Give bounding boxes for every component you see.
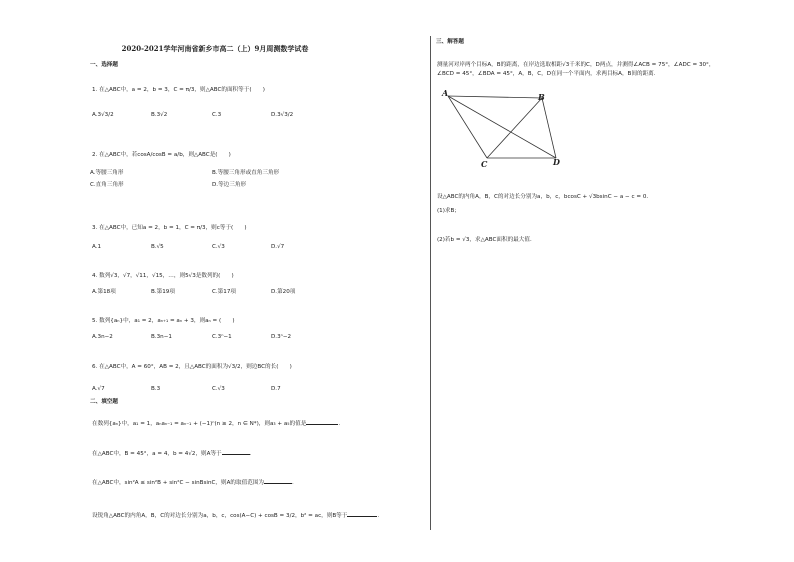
segment-ac [448,96,487,158]
section-choice-heading: 一、选择题 [90,62,118,68]
question-4-option-b: B.第19项 [151,289,175,295]
question-1-option-c: C.3 [212,112,222,118]
point-label-b: B [538,92,545,102]
section-fill-heading: 二、填空题 [90,399,118,405]
segment-cb [487,98,542,158]
question-4-stem: 4. 数列√3，√7，√11，√15，…，则5√3是数列的( ) [92,273,234,279]
question-5-stem: 5. 数列{aₙ}中，a₁ = 2，aₙ₊₁ = aₙ + 3，则aₙ = ( ) [92,318,235,324]
problem-1-line-2: ∠BCD = 45°，∠BDA = 45°，A，B，C，D在同一个平面内，求两目标A，B间的距离. [437,71,656,77]
point-label-c: C [481,159,488,169]
question-2-option-b: B.等腰三角形或直角三角形 [212,170,280,176]
question-2-stem: 2. 在△ABC中，若cosA/cosB = a/b，则△ABC是( ) [92,152,231,158]
question-5-option-d: D.3ⁿ−2 [271,334,292,340]
segment-ad [448,96,556,158]
problem-1-line-1: 测量河对岸两个目标A，B的距离，在岸边选取相距√3千米的C，D两点，并测得∠ACB = 75°，∠ADC = 30°， [437,62,715,68]
question-1-option-d: D.3√3/2 [271,112,294,118]
question-6-option-a: A.√7 [92,386,105,392]
question-5-option-b: B.3n−1 [151,334,172,340]
question-3-option-b: B.√5 [151,244,164,250]
problem-2-part-1: (1)求B； [437,208,460,214]
question-4-option-c: C.第17项 [212,289,236,295]
problem-2-part-2: (2)若b = √3，求△ABC面积的最大值． [437,237,536,243]
column-divider [430,36,431,530]
question-6-option-b: B.3 [151,386,161,392]
segment-bd [542,98,556,158]
problem-2-stem: 设△ABC的内角A，B，C的对边长分别为a，b，c，bcosC + √3bsinC − a − c = 0． [437,194,652,200]
fill-question-2: 在△ABC中，B = 45°，a = 4，b = 4√2，则A等于 . [92,451,252,457]
question-1-stem: 1. 在△ABC中，a = 2，b = 3，C = π/3，则△ABC的面积等于( ) [92,87,265,93]
question-2-option-c: C.直角三角形 [90,182,124,188]
question-3-option-c: C.√3 [212,244,225,250]
question-4-option-a: A.第18项 [92,289,116,295]
question-3-option-a: A.1 [92,244,102,250]
section-answer-heading: 三、解答题 [436,39,464,45]
question-6-option-c: C.√3 [212,386,225,392]
fill-question-1: 在数列{aₙ}中，a₁ = 1，aₙaₙ₋₁ = aₙ₋₁ + (−1)ⁿ(n ≥ 2，n ∈ N*)，则a₃ + a₅的值是 . [92,421,341,427]
question-4-option-d: D.第20项 [271,289,296,295]
question-2-option-a: A.等腰三角形 [90,170,124,176]
page-title: 2020-2021学年河南省新乡市高二（上）9月周测数学试卷 [121,44,309,53]
question-1-option-b: B.3√2 [151,112,168,118]
fill-question-4: 设锐角△ABC的内角A，B，C的对边长分别为a，b，c，cos(A−C) + cosB = 3/2，b² = ac，则B等于 . [92,513,380,519]
fill-question-3: 在△ABC中，sin²A ≤ sin²B + sin²C − sinBsinC，则A的取值范围为 . [92,480,294,486]
question-5-option-c: C.3ⁿ−1 [212,334,232,340]
quadrilateral-diagram [438,88,568,168]
question-3-option-d: D.√7 [271,244,285,250]
question-3-stem: 3. 在△ABC中，已知a = 2，b = 1，C = π/3，则c等于( ) [92,225,247,231]
question-2-option-d: D.等边三角形 [212,182,247,188]
question-6-stem: 6. 在△ABC中，A = 60°，AB = 2，且△ABC的面积为√3/2，则边BC的长( ) [92,364,292,370]
point-label-d: D [553,157,560,167]
segment-ab [448,96,542,98]
point-label-a: A [442,88,449,98]
question-5-option-a: A.3n−2 [92,334,113,340]
question-6-option-d: D.7 [271,386,281,392]
question-1-option-a: A.3√3/2 [92,112,114,118]
